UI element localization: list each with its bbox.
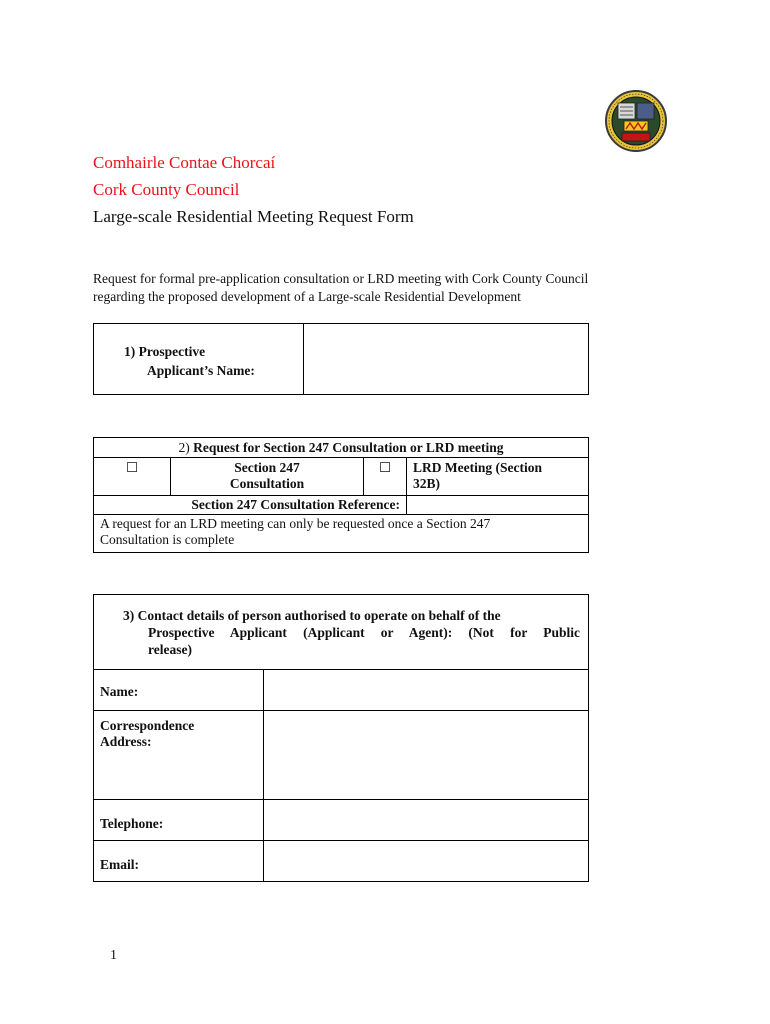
contact-name-input[interactable] <box>264 670 588 694</box>
section247-option-line2: Consultation <box>229 476 305 491</box>
section3-heading-cell <box>94 595 589 670</box>
section2-number: 2) <box>178 440 190 455</box>
address-label-line2: Address: <box>100 734 152 749</box>
email-input[interactable] <box>264 841 588 865</box>
address-textarea[interactable] <box>264 711 588 751</box>
contact-name-label: Name: <box>100 684 139 699</box>
lrd-option-line1: LRD Meeting (Section <box>413 460 542 475</box>
telephone-label-cell <box>94 800 264 841</box>
council-crest-logo <box>604 89 668 153</box>
lrd-note-cell <box>94 515 589 553</box>
section1-table <box>93 323 589 395</box>
intro-line-1: Request for formal pre-application consultation or LRD meeting with Cork County Council <box>93 271 589 286</box>
section3-table <box>93 594 589 882</box>
lrd-option-cell <box>407 458 589 496</box>
applicant-name-input[interactable] <box>304 324 588 394</box>
address-label-line1: Correspondence <box>100 718 195 733</box>
contact-name-value-cell[interactable] <box>264 670 589 711</box>
section247-checkbox[interactable]: ☐ <box>125 460 139 475</box>
telephone-value-cell[interactable] <box>264 800 589 841</box>
lrd-meeting-checkbox[interactable]: ☐ <box>378 460 392 475</box>
section247-reference-label: Section 247 Consultation Reference: <box>191 497 400 512</box>
email-label-cell <box>94 841 264 882</box>
page-number: 1 <box>110 948 117 963</box>
section247-reference-value-cell[interactable] <box>407 496 589 515</box>
section247-reference-input[interactable] <box>407 496 588 514</box>
intro-text <box>93 270 588 306</box>
form-title: Large-scale Residential Meeting Request Form <box>93 207 414 226</box>
section3-heading-line1: 3) Contact details of person authorised to operate on behalf of the <box>123 608 501 623</box>
section3-heading-line2: Prospective Applicant (Applicant or Agent): (Not for Public <box>148 625 580 640</box>
section2-table <box>93 437 589 553</box>
intro-line-2: regarding the proposed development of a Large-scale Residential Development <box>93 289 521 304</box>
section247-checkbox-cell[interactable] <box>94 458 171 496</box>
lrd-option-line2: 32B) <box>413 476 440 491</box>
applicant-name-label-line2: Applicant’s Name: <box>147 363 255 378</box>
address-label-cell <box>94 711 264 800</box>
email-label: Email: <box>100 857 139 872</box>
section247-option-cell <box>171 458 364 496</box>
section2-title-cell <box>94 438 589 458</box>
section247-reference-label-cell <box>94 496 407 515</box>
council-name-english: Cork County Council <box>93 180 240 199</box>
address-value-cell[interactable] <box>264 711 589 800</box>
contact-name-label-cell <box>94 670 264 711</box>
applicant-name-label-line1: 1) Prospective <box>124 344 206 359</box>
email-value-cell[interactable] <box>264 841 589 882</box>
telephone-input[interactable] <box>264 800 588 824</box>
council-name-irish: Comhairle Contae Chorcaí <box>93 153 276 172</box>
section247-option-line1: Section 247 <box>234 460 300 475</box>
lrd-checkbox-cell[interactable] <box>364 458 407 496</box>
section3-heading-line3: release) <box>148 642 192 657</box>
applicant-name-value-cell[interactable] <box>304 324 589 395</box>
telephone-label: Telephone: <box>100 816 164 831</box>
section2-title: Request for Section 247 Consultation or LRD meeting <box>193 440 504 455</box>
applicant-name-label-cell <box>94 324 304 395</box>
lrd-note-line2: Consultation is complete <box>100 532 235 547</box>
lrd-note-line1: A request for an LRD meeting can only be requested once a Section 247 <box>100 516 491 531</box>
